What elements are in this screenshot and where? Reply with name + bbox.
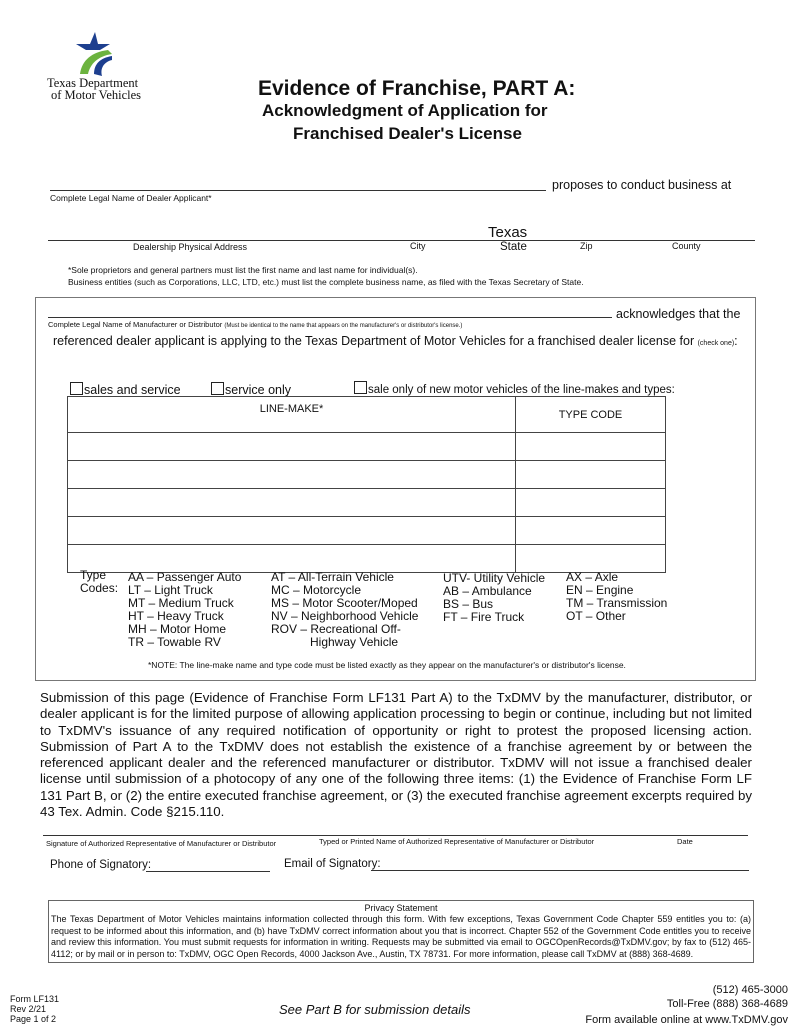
manufacturer-name-label: [48, 320, 462, 329]
date-label: Date: [677, 837, 693, 846]
table-row: [68, 461, 666, 489]
code-item: UTV- Utility Vehicle: [443, 571, 546, 585]
table-row: [68, 545, 666, 573]
type-code-cell[interactable]: [516, 461, 666, 489]
signature-line[interactable]: [43, 835, 748, 836]
table-row: [68, 489, 666, 517]
code-item: AA – Passenger Auto: [128, 570, 242, 584]
code-item: HT – Heavy Truck: [128, 609, 224, 623]
code-item: TR – Towable RV: [128, 635, 221, 649]
option-label: service only: [225, 383, 291, 397]
sale-only-option[interactable]: [354, 381, 675, 396]
codes-column-4: [566, 571, 667, 623]
code-item: FT – Fire Truck: [443, 610, 525, 624]
submission-paragraph: Submission of this page (Evidence of Franchise Form LF131 Part A) to the TxDMV by the manufacturer, distributor, or dealer applicant is for the limited purpose of allowing application processing to begin or continue, including but not limited to TxDMV's issuance of any required notification of opportunity or right to protest the proposed licensing action. Submission of Part A to the TxDMV does not establish the existence of a franchise agreement by or between the referenced applicant dealer and the referenced manufacturer or distributor. TxDMV will not issue a franchised dealer license until submission of a photocopy of any one of the following three items: (1) the Evidence of Franchise Form LF 131 Part B, or (2) the entire executed franchise agreement, or (3) the executed franchise agreement excerpts required by 43 Tex. Admin. Code §215.110.: [40, 690, 752, 820]
type-codes-label: [80, 569, 118, 595]
line-make-cell[interactable]: [68, 433, 516, 461]
sole-proprietor-note: *Sole proprietors and general partners must list the first name and last name for individual(s).: [68, 265, 418, 275]
dealer-name-field[interactable]: [50, 190, 546, 191]
revision: Rev 2/21: [10, 1004, 47, 1014]
county-label: County: [672, 241, 701, 251]
code-item: TM – Transmission: [566, 596, 668, 610]
type-code-cell[interactable]: [516, 433, 666, 461]
address-field[interactable]: [48, 240, 755, 241]
checkbox[interactable]: [211, 382, 224, 395]
manufacturer-label-note: (Must be identical to the name that appears on the manufacturer's or distributor's license.): [224, 323, 463, 329]
codes-label: Codes:: [80, 581, 119, 595]
table-row: [68, 433, 666, 461]
email-label: Email of Signatory:: [284, 858, 381, 870]
license-sentence-text: referenced dealer applicant is applying to the Texas Department of Motor Vehicles for a franchised dealer license for: [53, 334, 695, 348]
code-item: Highway Vehicle: [310, 635, 399, 649]
type-label: Type: [80, 568, 107, 582]
code-item: EN – Engine: [566, 583, 634, 597]
logo-line-1: Texas Department: [47, 76, 139, 90]
codes-column-3: [443, 572, 545, 624]
line-make-header: LINE-MAKE*: [68, 397, 516, 433]
phone-field[interactable]: [146, 871, 270, 872]
code-item: MT – Medium Truck: [128, 596, 234, 610]
type-code-cell[interactable]: [516, 489, 666, 517]
type-code-cell[interactable]: [516, 517, 666, 545]
code-item: MC – Motorcycle: [271, 583, 362, 597]
checkbox[interactable]: [70, 382, 83, 395]
code-item: OT – Other: [566, 609, 626, 623]
address-label: Dealership Physical Address: [133, 242, 248, 252]
line-make-note: *NOTE: The line-make name and type code must be listed exactly as they appear on the manufacturer's or distributor's license.: [148, 660, 626, 670]
code-item: LT – Light Truck: [128, 583, 213, 597]
code-item: AX – Axle: [566, 570, 619, 584]
email-field[interactable]: [371, 870, 749, 871]
code-item: BS – Bus: [443, 597, 494, 611]
code-item: AB – Ambulance: [443, 584, 532, 598]
form-number: Form LF131: [10, 994, 60, 1004]
dealer-name-label: Complete Legal Name of Dealer Applicant*: [50, 193, 212, 203]
privacy-text: The Texas Department of Motor Vehicles maintains information collected through this form. With few exceptions, Texas Government Code Chapter 559 entitles you to: (a) request to be informed about this information, and (b) have TxDMV correct information about you that is incorrect. Chapter 552 of the Government Code entitles you to receive and review this information. You must submit requests for information in writing. Requests may be submitted via email to OGCOpenRecords@TxDMV.gov; by fax to (512) 465-4112; or by mail or in person to: TxDMV, OGC Open Records, 4000 Jackson Ave., Austin, TX 78731. For more information, please call TxDMV at (888) 368-4689.: [51, 914, 751, 959]
see-part-b-note: See Part B for submission details: [279, 1002, 471, 1017]
code-item: ROV – Recreational Off-: [271, 622, 401, 636]
title-line-2: Acknowledgment of Application for: [262, 101, 548, 120]
code-item: NV – Neighborhood Vehicle: [271, 609, 419, 623]
type-code-header: TYPE CODE: [516, 397, 666, 433]
contact-phone: (512) 465-3000: [712, 984, 788, 996]
line-make-cell[interactable]: [68, 545, 516, 573]
manufacturer-name-field[interactable]: [48, 317, 612, 318]
code-item: MS – Motor Scooter/Moped: [271, 596, 418, 610]
codes-column-1: [128, 571, 241, 649]
signature-label: Signature of Authorized Representative of Manufacturer or Distributor: [46, 839, 277, 848]
check-one-note: (check one): [697, 340, 735, 347]
zip-label: Zip: [580, 241, 593, 251]
sales-and-service-option[interactable]: [70, 382, 181, 397]
service-only-option[interactable]: [211, 382, 291, 397]
code-item: AT – All-Terrain Vehicle: [271, 570, 394, 584]
state-label: State: [500, 241, 527, 253]
toll-free-phone: Toll-Free (888) 368-4689: [666, 998, 788, 1010]
line-make-cell[interactable]: [68, 461, 516, 489]
table-header-row: [68, 397, 666, 433]
city-label: City: [410, 241, 426, 251]
proposes-text: proposes to conduct business at: [552, 178, 732, 192]
state-value: Texas: [488, 224, 528, 241]
business-entity-note: Business entities (such as Corporations, LLC, LTD, etc.) must list the complete business name, as filed with the Texas Secretary of State.: [68, 277, 584, 287]
title-line-1: Evidence of Franchise, PART A:: [258, 77, 576, 100]
manufacturer-label-main: Complete Legal Name of Manufacturer or Distributor: [48, 320, 223, 329]
license-sentence: [53, 334, 738, 348]
line-make-cell[interactable]: [68, 517, 516, 545]
table-row: [68, 517, 666, 545]
line-make-cell[interactable]: [68, 489, 516, 517]
phone-label: Phone of Signatory:: [50, 859, 152, 871]
printed-name-label: Typed or Printed Name of Authorized Representative of Manufacturer or Distributor: [319, 837, 595, 846]
code-item: MH – Motor Home: [128, 622, 227, 636]
checkbox[interactable]: [354, 381, 367, 394]
privacy-statement: [48, 900, 754, 963]
acknowledges-text: acknowledges that the: [616, 307, 741, 321]
privacy-title: Privacy Statement: [364, 903, 438, 913]
logo-text: [47, 77, 141, 101]
website-note: Form available online at www.TxDMV.gov: [585, 1014, 788, 1026]
page-number: Page 1 of 2: [10, 1014, 57, 1024]
contact-info: [585, 983, 788, 1027]
logo-line-2: of Motor Vehicles: [51, 88, 142, 102]
line-make-table: [67, 396, 666, 573]
option-label: sale only of new motor vehicles of the line-makes and types:: [368, 384, 675, 396]
form-info: [10, 994, 59, 1024]
colon: :: [734, 334, 738, 348]
title-line-3: Franchised Dealer's License: [293, 124, 522, 143]
type-code-cell[interactable]: [516, 545, 666, 573]
codes-column-2: [271, 571, 418, 649]
option-label: sales and service: [84, 383, 181, 397]
